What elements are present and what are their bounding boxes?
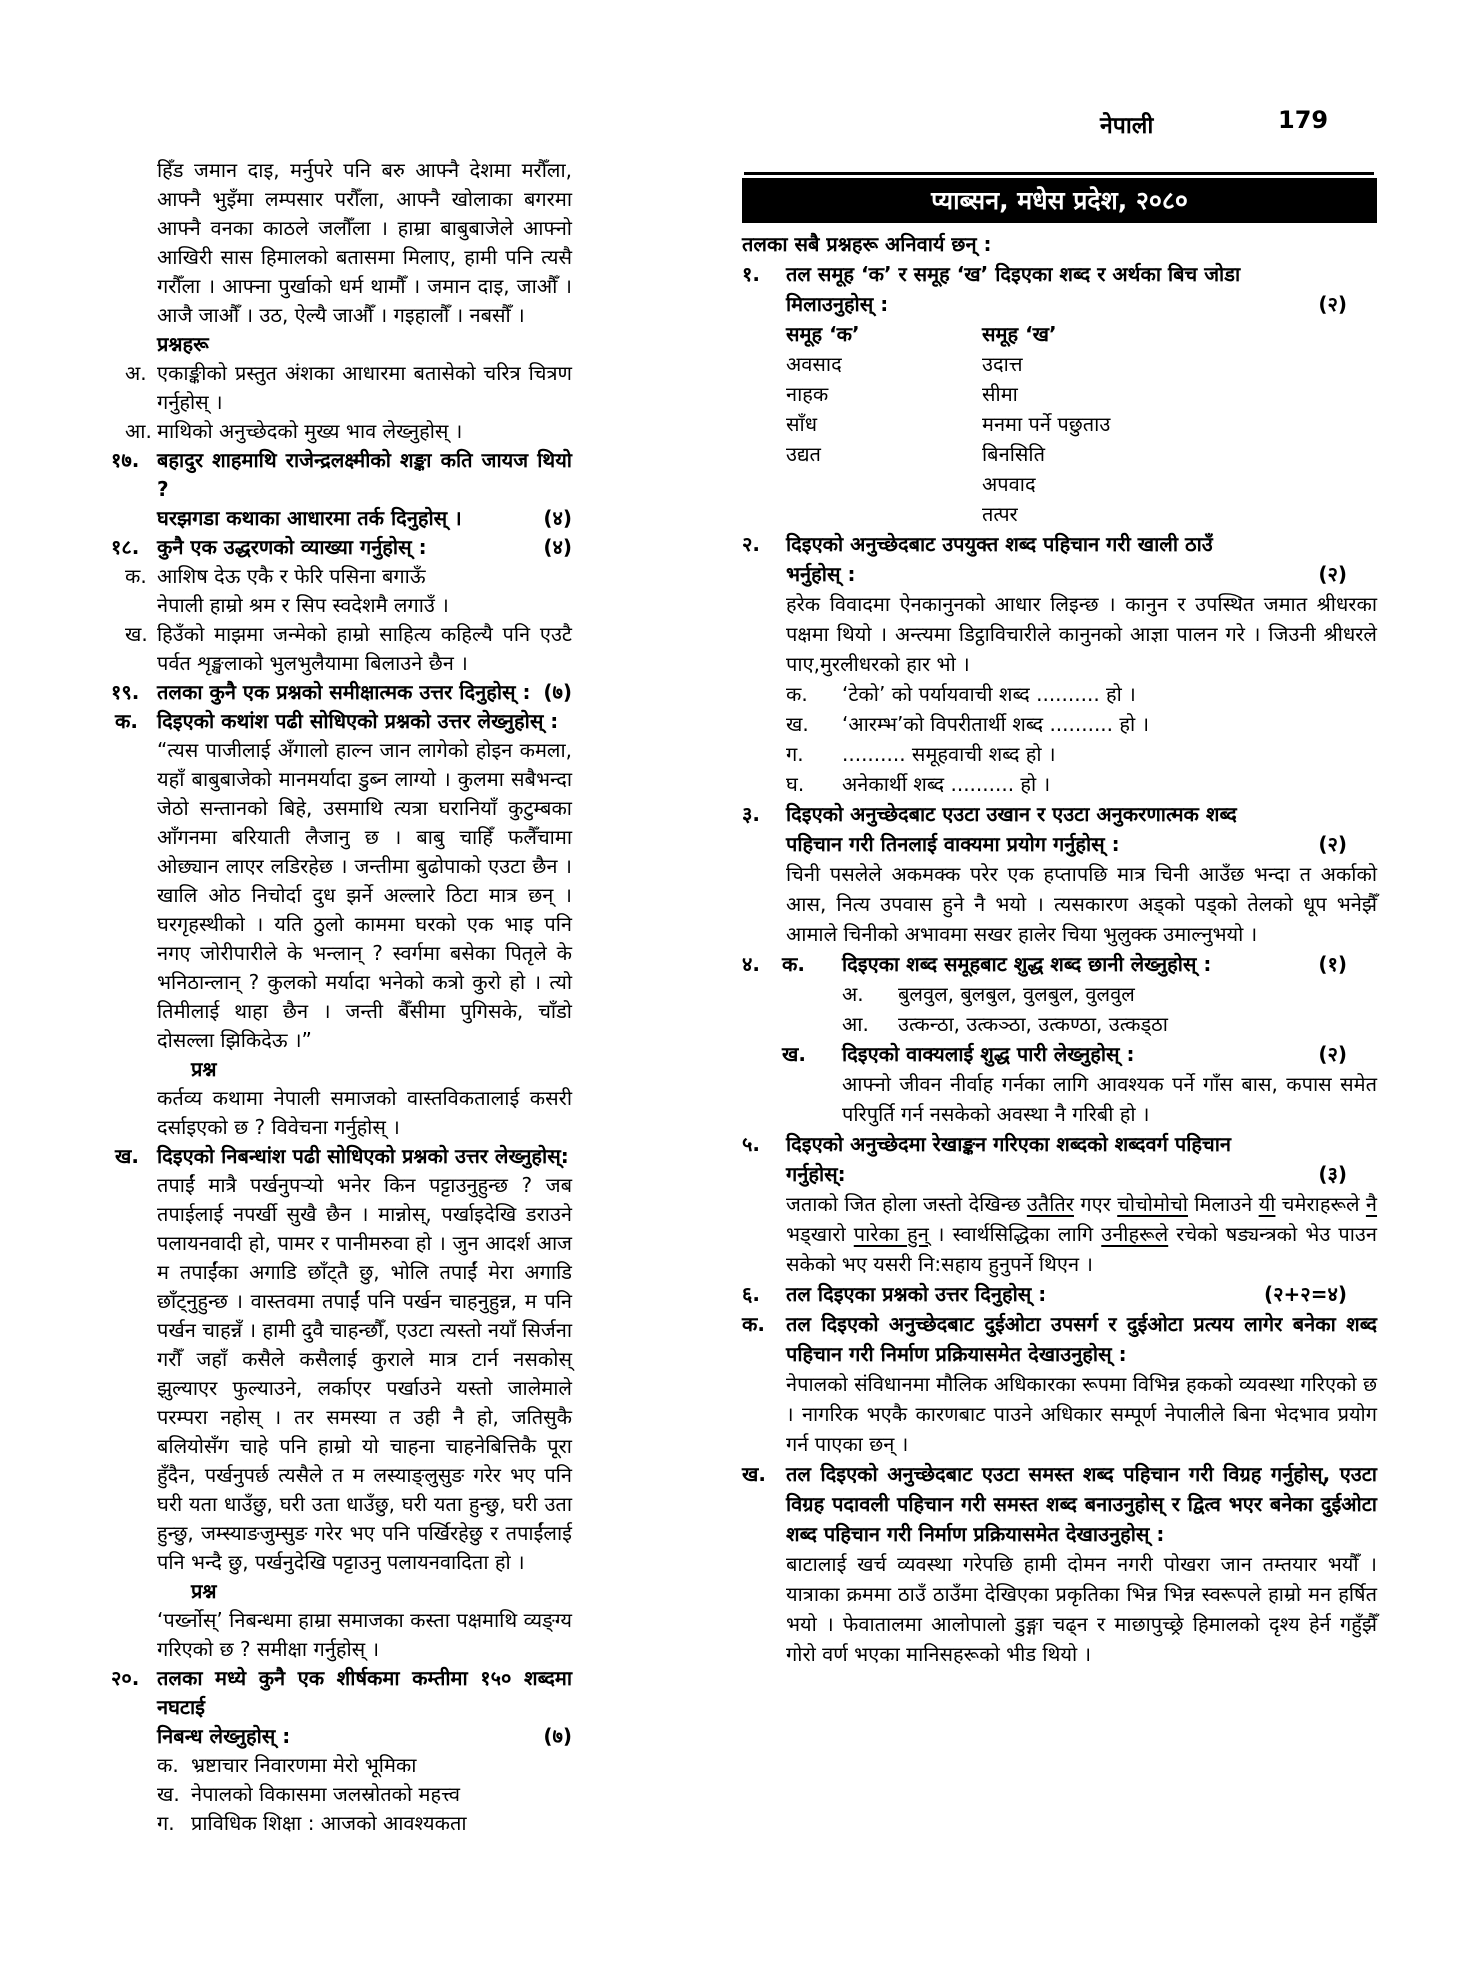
question-6-ka-marker: क.: [742, 1312, 765, 1336]
question-2-passage: हरेक विवादमा ऐनकानुनको आधार लिइन्छ । कानुन र उपस्थित जमात श्रीधरका पक्षमा थियो । अन्त्यमा डिट्ठाविचारीले कानुनको आज्ञा पालन गरे । जिउनी श्रीधरले पाए,मुरलीधरको हार भो ।: [786, 592, 1377, 676]
question-19-ka-heading-text: दिइएको कथांश पढी सोधिएको प्रश्नको उत्तर लेख्नुहोस् :: [157, 709, 559, 733]
option-ka-marker: क.: [125, 564, 147, 588]
question-6-kha-heading: [742, 1459, 1377, 1549]
topic-ka-text: भ्रष्टाचार निवारणमा मेरो भूमिका: [191, 1753, 417, 1777]
question-5-marks: (३): [1318, 1162, 1347, 1186]
question-19: [85, 678, 572, 707]
item-ka-marker: क.: [786, 682, 808, 706]
list-item: [85, 359, 572, 417]
question-18-line: कुनै एक उद्धरणको व्याख्या गर्नुहोस् :: [157, 535, 427, 559]
match-row: [742, 349, 1377, 379]
question-4-kha: [742, 1039, 1377, 1069]
question-5-line2: गर्नुहोस्:: [786, 1162, 846, 1186]
question-4-ka-marker: क.: [782, 952, 805, 976]
underlined-word: पारेका हुन्: [853, 1222, 929, 1246]
question-17-number: १७.: [111, 448, 140, 472]
underlined-word: यी: [1258, 1192, 1276, 1216]
question-4-ka-marks: (१): [1318, 952, 1347, 976]
question-19-ka-q-text: कर्तव्य कथामा नेपाली समाजको वास्तविकतालाई कसरी दर्साइएको छ ? विवेचना गर्नुहोस् ।: [157, 1086, 572, 1139]
question-6-kha-passage: बाटालाई खर्च व्यवस्था गरेपछि हामी दोमन नगरी पोखरा जान तम्तयार भयौँ । यात्राका क्रममा ठाउँ ठाउँमा देखिएका प्रकृतिका भिन्न भिन्न स्वरूपले हाम्रो मन हर्षित भयो । फेवातालमा आलोपालो डुङ्गा चढ्न र माछापुच्छ्रे हिमालको दृश्य हेर्न गहुँझैँ गोरो वर्ण भएका मानिसहरूको भीड थियो ।: [786, 1552, 1377, 1666]
fill-blank-item: [742, 679, 1377, 709]
question-17-line1: बहादुर शाहमाथि राजेन्द्रलक्ष्मीको शङ्का कति जायज थियो ?: [157, 448, 572, 501]
verse-line-2: नेपाली हाम्रो श्रम र सिप स्वदेशमै लगाउँ ।: [157, 593, 449, 617]
question-4-ka: [742, 949, 1377, 979]
question-6-number: ६.: [742, 1282, 760, 1306]
topic-ga-marker: ग.: [157, 1811, 175, 1835]
option-a-text: बुलवुल, बुलबुल, वुलबुल, वुलवुल: [898, 982, 1135, 1006]
passage-text: जताको जित होला जस्तो देखिन्छ: [786, 1192, 1027, 1216]
item-kha-text: ‘आरम्भ’को विपरीतार्थी शब्द .......... हो ।: [842, 712, 1150, 736]
match-cell-b: अपवाद: [982, 472, 1036, 496]
fill-blank-item: [742, 739, 1377, 769]
essay-topic: [85, 1809, 572, 1838]
question-18-option-kha: [125, 620, 572, 678]
question-20-marks: (७): [543, 1724, 572, 1748]
intro-paragraph: हिँड जमान दाइ, मर्नुपरे पनि बरु आफ्नै देशमा मरौँला, आफ्नै भुइँमा लम्पसार परौँला, आफ्नै खोलाका बगरमा आफ्नै वनका काठले जलौँला । हाम्रा बाबुबाजेले आफ्नो आखिरी सास हिमालको बतासमा मिलाए, हामी पनि त्यसै गरौँला । आफ्ना पुर्खाको धर्म थामौँ । जमान दाइ, जाऔँ । आजै जाऔँ । उठ, ऐल्यै जाऔँ । गइहालौँ । नबसौँ ।: [157, 158, 572, 327]
match-row: [742, 409, 1377, 439]
underlined-word: उनीहरूले: [1101, 1222, 1169, 1246]
match-row: [742, 439, 1377, 469]
question-19-number: १९.: [111, 680, 140, 704]
item-kha-marker: ख.: [786, 712, 809, 736]
question-1: [742, 259, 1377, 319]
match-cell-b: बिनसिति: [982, 442, 1045, 466]
item-ga-marker: ग.: [786, 742, 804, 766]
question-19-kha-passage: तपाईं मात्रै पर्खनुपऱ्यो भनेर किन पट्टाउनुहुन्छ ? जब तपाईलाई नपर्खी सुखै छैन । मान्नोस्, पर्खाइदेखि डराउने पलायनवादी हो, पामर र पानीमरुवा हो । जुन आदर्श आज म तपाईंका अगाडि छाँट्तै छु, भोलि तपाईं मेरा अगाडि छाँट्नुहुन्छ । वास्तवमा तपाईं पनि पर्खन चाहनुहुन्न, म पनि पर्खन चाहन्नँ । हामी दुवै चाहन्छौँ, एउटा त्यस्तो नयाँ सिर्जना गरौँ जहाँ कसैले कसैलाई कुराले मात्र टार्न नसकोस् झुल्याएर फुल्याउने, लर्काएर पर्खाउने यस्तो जालेमाले परम्परा नहोस् । तर समस्या त उही नै हो, जतिसुकै बलियोसँग चाहे पनि हाम्रो यो चाहना चाहनेबित्तिकै पूरा हुँदैन, पर्खनुपर्छ त्यसैले त म लस्याङ्लुसुङ गरेर भए पनि घरी यता धाउँछु, घरी उता धाउँछु, घरी यता हुन्छु, घरी उता हुन्छु, जम्स्याङजुम्सुङ गरेर भए पनि पर्खिरहेछु र तपाईंलाई पनि भन्दै छु, पर्खनुदेखि पट्टाउनु पलायनवादिता हो ।: [157, 1173, 572, 1574]
fill-blank-item: [742, 709, 1377, 739]
essay-topic: [85, 1780, 572, 1809]
left-column: [85, 156, 572, 1838]
question-20: [85, 1664, 572, 1751]
passage-text: । स्वार्थसिद्धिका लागि: [928, 1222, 1102, 1246]
question-20-number: २०.: [111, 1666, 140, 1690]
question-19-ka-marker: क.: [115, 709, 138, 733]
passage-text: भड्खारो: [786, 1222, 854, 1246]
question-4-kha-sentence: आफ्नो जीवन नीर्वाह गर्नका लागि आवश्यक पर्ने गाँस बास, कपास समेत परिपुर्ति गर्न नसकेको अवस्था नै गरिबी हो ।: [842, 1072, 1377, 1126]
match-cell-b: उदात्त: [982, 352, 1023, 376]
question-2-line2: भर्नुहोस् :: [786, 562, 856, 586]
verse-line-1: आशिष देऊ एकै र फेरि पसिना बगाऊँ: [157, 564, 426, 588]
question-19-kha-q-text: ‘पर्ख्नोस्’ निबन्धमा हाम्रा समाजका कस्ता पक्षमाथि व्यङ्ग्य गरिएको छ ? समीक्षा गर्नुहोस् ।: [157, 1608, 572, 1661]
question-3-line1: दिइएको अनुच्छेदबाट एउटा उखान र एउटा अनुकरणात्मक शब्द: [786, 802, 1237, 826]
match-header-b: समूह ‘ख’: [982, 322, 1057, 346]
question-4-ka-line: दिइएका शब्द समूहबाट शुद्ध शब्द छानी लेख्नुहोस् :: [842, 952, 1212, 976]
question-18-marks: (४): [543, 535, 572, 559]
question-6-ka-heading-text: तल दिइएको अनुच्छेदबाट दुईओटा उपसर्ग र दुईओटा प्रत्यय लागेर बनेका शब्द पहिचान गरी निर्माण प्रक्रियासमेत देखाउनुहोस् :: [786, 1312, 1377, 1366]
question-18-number: १८.: [111, 535, 140, 559]
question-17: [85, 446, 572, 533]
question-5-line1: दिइएको अनुच्छेदमा रेखाङ्कन गरिएका शब्दको शब्दवर्ग पहिचान: [786, 1132, 1232, 1156]
question-19-marks: (७): [543, 680, 572, 704]
page-number: 179: [1278, 106, 1329, 134]
instruction-line: तलका सबै प्रश्नहरू अनिवार्य छन् :: [742, 232, 992, 256]
question-2: [742, 529, 1377, 589]
match-header-row: [742, 319, 1377, 349]
question-1-number: १.: [742, 262, 760, 286]
question-6-line: तल दिइएका प्रश्नको उत्तर दिनुहोस् :: [786, 1282, 1047, 1306]
question-6-kha-marker: ख.: [742, 1462, 766, 1486]
match-cell-a: उद्यत: [786, 442, 821, 466]
question-4-number: ४.: [742, 952, 760, 976]
question-1-line1: तल समूह ‘क’ र समूह ‘ख’ दिइएका शब्द र अर्थका बिच जोडा: [786, 262, 1241, 286]
question-2-number: २.: [742, 532, 760, 556]
match-header-a: समूह ‘क’: [786, 322, 860, 346]
question-1-marks: (२): [1318, 292, 1347, 316]
question-18: [85, 533, 572, 678]
question-5: [742, 1129, 1377, 1189]
question-6-marks: (२+२=४): [1264, 1282, 1347, 1306]
question-6-ka-passage: नेपालको संविधानमा मौलिक अधिकारका रूपमा विभिन्न हकको व्यवस्था गरिएको छ । नागरिक भएकै कारणबाट पाउने अधिकार सम्पूर्ण नेपालीले बिना भेदभाव प्रयोग गर्न पाएका छन् ।: [786, 1372, 1377, 1456]
match-row: [742, 379, 1377, 409]
question-19-ka-passage: “त्यस पाजीलाई अँगालो हाल्न जान लागेको होइन कमला, यहाँ बाबुबाजेको मानमर्यादा डुब्न लाग्यो । कुलमा सबैभन्दा जेठो सन्तानको बिहे, उसमाथि त्यत्रा घरानियाँ कुटुम्बका आँगनमा बरियाती लैजानु छ । बाबु चाहिँ फलैँचामा ओछ्यान लाएर लडिरहेछ । जन्तीमा बुढोपाको एउटा छैन । खालि ओठ निचोर्दा दुध झर्ने अल्लारे ठिटा मात्र छन् । घरगृहस्थीको । यति ठुलो काममा घरको एक भाइ पनि नगए जोरीपारीले के भन्लान् ? स्वर्गमा बसेका पितृले के भनिठान्लान् ? कुलको मर्यादा भनेको कत्रो कुरो हो । त्यो तिमीलाई थाहा छैन । जन्ती बैँसीमा पुगिसके, चाँडो दोसल्ला झिकिदेऊ ।”: [157, 738, 572, 1052]
question-19-kha-heading: [85, 1142, 572, 1171]
question-3-number: ३.: [742, 802, 760, 826]
match-cell-a: अवसाद: [786, 352, 842, 376]
item-a-marker: अ.: [125, 361, 147, 385]
question-19-kha-heading-text: दिइएको निबन्धांश पढी सोधिएको प्रश्नको उत्तर लेख्नुहोस्:: [157, 1144, 569, 1168]
item-ga-text: .......... समूहवाची शब्द हो ।: [842, 742, 1056, 766]
question-3-passage: चिनी पसलेले अकमक्क परेर एक हप्तापछि मात्र चिनी आउँछ भन्दा त अर्काको आस, नित्य उपवास हुने नै भयो । त्यसकारण अड्को पड्को तेलको धूप भनेझैँ आमाले चिनीको अभावमा सखर हालेर चिया भुलुक्क उमाल्नुभयो ।: [786, 862, 1377, 946]
option-aa-marker: आ.: [842, 1012, 869, 1036]
passage-text: मिलाउने: [1187, 1192, 1259, 1216]
match-cell-b: सीमा: [982, 382, 1018, 406]
question-19-line: तलका कुनै एक प्रश्नको समीक्षात्मक उत्तर दिनुहोस् :: [157, 680, 531, 704]
passage-text: चमेराहरूले: [1275, 1192, 1366, 1216]
essay-topic: [85, 1751, 572, 1780]
underlined-word: चोचोमोचो: [1117, 1192, 1188, 1216]
question-5-passage: [742, 1189, 1377, 1279]
item-gha-marker: घ.: [786, 772, 805, 796]
match-cell-a: साँध: [786, 412, 817, 436]
match-row: [742, 499, 1377, 529]
question-3-line2: पहिचान गरी तिनलाई वाक्यमा प्रयोग गर्नुहोस् :: [786, 832, 1120, 856]
right-column: [742, 178, 1377, 1669]
question-2-line1: दिइएको अनुच्छेदबाट उपयुक्त शब्द पहिचान गरी खाली ठाउँ: [786, 532, 1213, 556]
topic-ka-marker: क.: [157, 1753, 179, 1777]
question-4-kha-marker: ख.: [782, 1042, 806, 1066]
word-option-row: [742, 979, 1377, 1009]
option-aa-text: उत्कन्ठा, उत्कञ्ठा, उत्कण्ठा, उत्कड्ठा: [898, 1012, 1168, 1036]
question-19-kha-q-label: प्रश्न: [191, 1579, 217, 1603]
question-6: [742, 1279, 1377, 1309]
passage-text: रचेको षड्यन्त्रको भेउ पाउन सकेको भए यसरी नि:सहाय हुनुपर्ने थिएन ।: [786, 1222, 1377, 1276]
match-row: [742, 469, 1377, 499]
question-6-ka-heading: [742, 1309, 1377, 1369]
match-cell-a: [786, 469, 982, 499]
question-5-number: ५.: [742, 1132, 760, 1156]
question-3: [742, 799, 1377, 859]
page-header-subject: नेपाली: [1100, 113, 1154, 139]
passage-text: गएर: [1073, 1192, 1118, 1216]
question-6-kha-heading-text: तल दिइएको अनुच्छेदबाट एउटा समस्त शब्द पहिचान गरी विग्रह गर्नुहोस्, एउटा विग्रह पदावली पहिचान गरी समस्त शब्द बनाउनुहोस् र द्वित्व भएर बनेका दुईओटा शब्द पहिचान गरी निर्माण प्रक्रियासमेत देखाउनुहोस् :: [786, 1462, 1377, 1546]
underlined-word: उतैतिर: [1026, 1192, 1074, 1216]
underlined-word: नै: [1365, 1192, 1378, 1216]
question-18-option-ka: [125, 562, 572, 620]
item-aa-marker: आ.: [125, 419, 152, 443]
question-3-marks: (२): [1318, 832, 1347, 856]
match-cell-b: मनमा पर्ने पछुताउ: [982, 412, 1111, 436]
question-19-ka-heading: [85, 707, 572, 736]
option-a-marker: अ.: [842, 982, 864, 1006]
match-cell-b: तत्पर: [982, 502, 1018, 526]
question-20-line2: निबन्ध लेख्नुहोस् :: [157, 1724, 291, 1748]
fill-blank-item: [742, 769, 1377, 799]
question-17-marks: (४): [543, 506, 572, 530]
question-4-kha-marks: (२): [1318, 1042, 1347, 1066]
question-17-line2: घरझगडा कथाका आधारमा तर्क दिनुहोस् ।: [157, 506, 462, 530]
exam-title-box: [742, 178, 1377, 223]
question-19-kha-marker: ख.: [115, 1144, 139, 1168]
word-option-row: [742, 1009, 1377, 1039]
exam-title: प्याब्सन, मधेस प्रदेश, २०८०: [931, 185, 1188, 215]
item-aa-text: माथिको अनुच्छेदको मुख्य भाव लेख्नुहोस् ।: [157, 419, 463, 443]
question-2-marks: (२): [1318, 562, 1347, 586]
item-gha-text: अनेकार्थी शब्द .......... हो ।: [842, 772, 1051, 796]
questions-label: प्रश्नहरू: [157, 332, 209, 356]
item-ka-text: ‘टेको’ को पर्यायवाची शब्द .......... हो ।: [842, 682, 1136, 706]
question-1-line2: मिलाउनुहोस् :: [786, 292, 889, 316]
list-item: [85, 417, 572, 446]
header-rule: [744, 172, 1374, 175]
item-a-text: एकाङ्कीको प्रस्तुत अंशका आधारमा बतासेको चरित्र चित्रण गर्नुहोस् ।: [157, 361, 572, 414]
match-cell-a: नाहक: [786, 382, 829, 406]
match-cell-a: [786, 499, 982, 529]
option-kha-marker: ख.: [125, 622, 148, 646]
question-4-kha-line: दिइएको वाक्यलाई शुद्ध पारी लेख्नुहोस् :: [842, 1042, 1135, 1066]
topic-kha-marker: ख.: [157, 1782, 180, 1806]
question-19-ka-q-label: प्रश्न: [191, 1057, 217, 1081]
option-kha-text: हिउँको माझमा जन्मेको हाम्रो साहित्य कहिल्यै पनि एउटै पर्वत शृङ्खलाको भुलभुलैयामा बिलाउने छैन ।: [157, 622, 572, 675]
topic-kha-text: नेपालको विकासमा जलस्रोतको महत्त्व: [191, 1782, 460, 1806]
question-20-line1: तलका मध्ये कुनै एक शीर्षकमा कम्तीमा १५० शब्दमा नघटाई: [157, 1666, 572, 1719]
topic-ga-text: प्राविधिक शिक्षा : आजको आवश्यकता: [191, 1811, 467, 1835]
